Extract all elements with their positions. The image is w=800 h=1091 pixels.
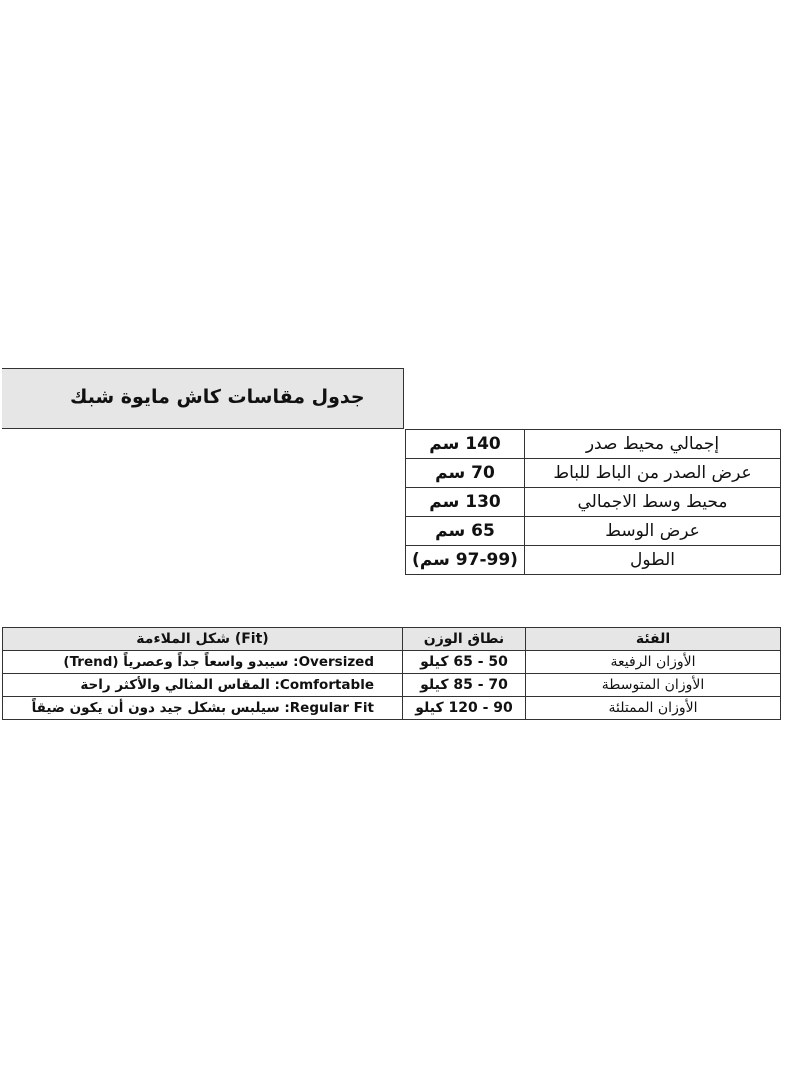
weight-range-cell: 90 - 120 كيلو xyxy=(403,697,526,720)
table-row xyxy=(406,546,781,575)
measurement-value: 70 سم xyxy=(406,459,525,488)
header-fit: شكل الملاءمة (Fit) xyxy=(3,628,403,651)
header-category: الفئة xyxy=(526,628,781,651)
measurement-value: 65 سم xyxy=(406,517,525,546)
weight-fit-table xyxy=(2,627,781,720)
fit-cell: Comfortable: المقاس المثالي والأكثر راحة xyxy=(3,674,403,697)
table-row xyxy=(3,697,781,720)
weight-range-cell: 70 - 85 كيلو xyxy=(403,674,526,697)
table-header-row xyxy=(3,628,781,651)
measurement-label: محيط وسط الاجمالي xyxy=(525,488,781,517)
category-cell: الأوزان الرفيعة xyxy=(526,651,781,674)
header-weight-range: نطاق الوزن xyxy=(403,628,526,651)
table-row xyxy=(3,651,781,674)
size-chart-title-box xyxy=(2,368,404,429)
fit-cell: Oversized: سيبدو واسعاً جداً وعصرياً (Trend) xyxy=(3,651,403,674)
table-row xyxy=(3,674,781,697)
category-cell: الأوزان الممتلئة xyxy=(526,697,781,720)
measurement-value: 130 سم xyxy=(406,488,525,517)
table-row xyxy=(406,430,781,459)
measurement-label: عرض الوسط xyxy=(525,517,781,546)
measurement-value: 140 سم xyxy=(406,430,525,459)
table-row xyxy=(406,459,781,488)
measurement-label: عرض الصدر من الباط للباط xyxy=(525,459,781,488)
measurement-label: الطول xyxy=(525,546,781,575)
table-row xyxy=(406,488,781,517)
size-chart-title: جدول مقاسات كاش مايوة شبك xyxy=(70,386,365,408)
weight-range-cell: 50 - 65 كيلو xyxy=(403,651,526,674)
measurement-value: (97-99 سم) xyxy=(406,546,525,575)
category-cell: الأوزان المتوسطة xyxy=(526,674,781,697)
measurements-table xyxy=(405,429,781,575)
table-row xyxy=(406,517,781,546)
fit-cell: Regular Fit: سيلبس بشكل جيد دون أن يكون ضيقاً xyxy=(3,697,403,720)
measurement-label: إجمالي محيط صدر xyxy=(525,430,781,459)
